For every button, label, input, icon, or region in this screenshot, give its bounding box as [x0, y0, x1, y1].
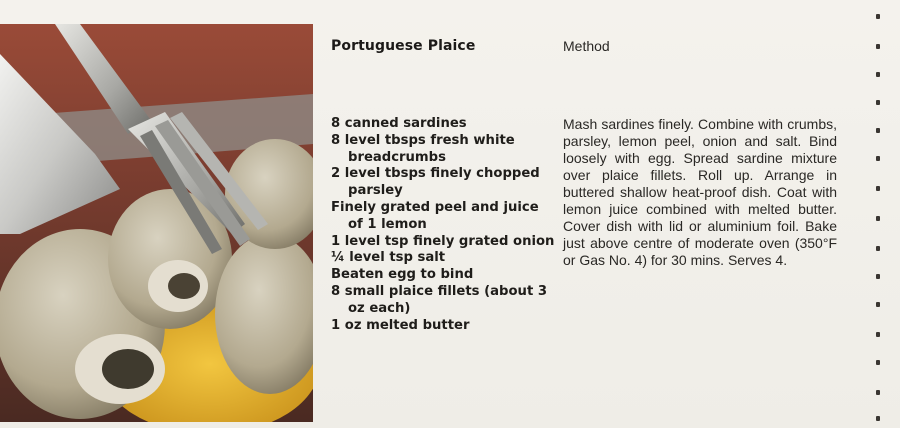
binding-hole	[876, 360, 880, 365]
binding-hole	[876, 216, 880, 221]
ingredient-item: 8 canned sardines	[331, 116, 467, 131]
ingredient-item: 8 level tbsps fresh white breadcrumbs	[331, 132, 515, 165]
binding-holes	[874, 0, 886, 428]
recipe-title: Portuguese Plaice	[331, 38, 476, 54]
ingredient-item: 8 small plaice fillets (about 3 oz each)	[331, 283, 548, 316]
binding-hole	[876, 100, 880, 105]
ingredient-item: 2 level tbsps finely chopped parsley	[331, 166, 540, 199]
method-text: Mash sardines finely. Combine with crumbs, parsley, lemon peel, onion and salt. Bind loosely with egg. Spread sardine mixture over plaice fillets. Roll up. Arrange in buttered shallow heat-proof dish. Coat with lemon juice combined with melted butter. Cover dish with lid or aluminium foil. Bake just above centre of moderate oven (350°F or Gas No. 4) for 30 mins. Serves 4.	[563, 116, 837, 268]
ingredient-item: Finely grated peel and juice of 1 lemon	[331, 199, 539, 232]
binding-hole	[876, 302, 880, 307]
recipe-photo	[0, 24, 313, 422]
ingredient-item: ¼ level tsp salt	[331, 250, 446, 266]
binding-hole	[876, 156, 880, 161]
photo-illustration	[0, 24, 313, 422]
binding-hole	[876, 246, 880, 251]
ingredient-item: 1 oz melted butter	[331, 317, 470, 333]
binding-hole	[876, 186, 880, 191]
binding-hole	[876, 332, 880, 337]
binding-hole	[876, 72, 880, 77]
ingredient-item: Beaten egg to bind	[331, 267, 474, 283]
binding-hole	[876, 44, 880, 49]
ingredient-list	[331, 116, 557, 334]
method-heading: Method	[563, 38, 610, 54]
binding-hole	[876, 390, 880, 395]
binding-hole	[876, 274, 880, 279]
binding-hole	[876, 416, 880, 421]
binding-hole	[876, 128, 880, 133]
binding-hole	[876, 14, 880, 19]
ingredient-item: 1 level tsp finely grated onion	[331, 233, 555, 249]
